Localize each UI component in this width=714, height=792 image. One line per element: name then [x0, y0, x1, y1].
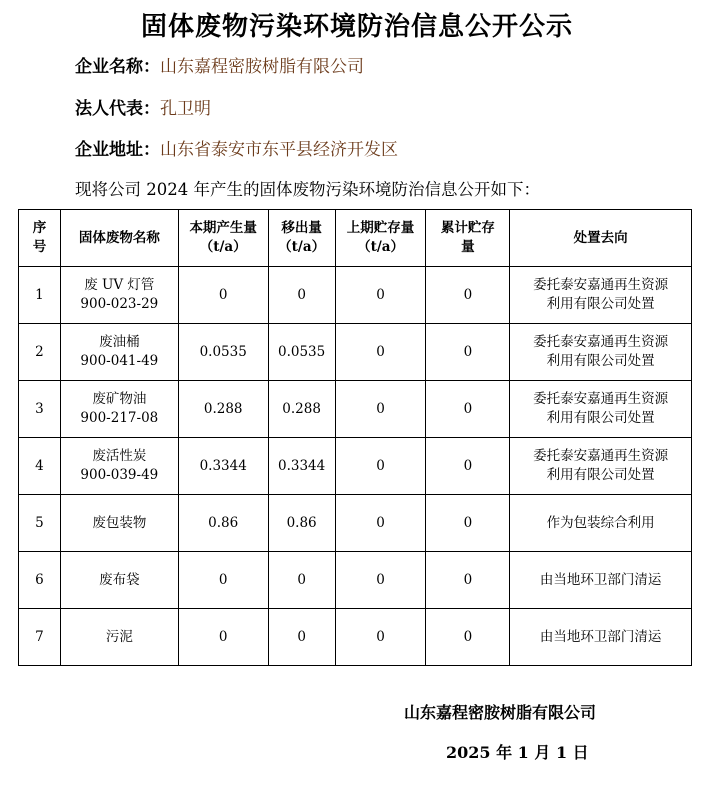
waste-name: [60, 609, 178, 666]
moved-amount-text: 0.288: [282, 400, 321, 417]
column-header: [335, 210, 426, 267]
row-number-text: 1: [35, 286, 44, 303]
column-header: [268, 210, 335, 267]
header-line: 累计贮存: [440, 220, 495, 236]
company-name-label: 企业名称：: [75, 57, 160, 77]
row-number: [19, 552, 61, 609]
waste-code: 900-023-29: [80, 296, 159, 312]
prev-storage-text: 0: [376, 457, 385, 474]
disposal-text: 利用有限公司处置: [546, 410, 655, 426]
moved-amount-text: 0: [297, 571, 306, 588]
prev-storage-text: 0: [376, 286, 385, 303]
disposal: [510, 495, 692, 552]
row-number-text: 5: [35, 514, 44, 531]
header-line: 上期贮存量: [346, 220, 415, 236]
column-header: [426, 210, 510, 267]
row-number: [19, 438, 61, 495]
waste-name: [60, 438, 178, 495]
total-storage-text: 0: [463, 514, 473, 531]
waste-name: [60, 381, 178, 438]
prev-storage: [335, 495, 426, 552]
waste-name-text: 废 UV 灯管: [84, 277, 155, 293]
intro-text: 现将公司 2024 年产生的固体废物污染环境防治信息公开如下：: [75, 180, 540, 199]
moved-amount: [268, 381, 335, 438]
moved-amount-text: 0: [297, 628, 306, 645]
waste-name: [60, 267, 178, 324]
header-line: （t/a）: [278, 239, 326, 255]
waste-name: [60, 495, 178, 552]
disposal: [510, 552, 692, 609]
produced-amount: [178, 267, 268, 324]
moved-amount: [268, 267, 335, 324]
disposal-text: 作为包装综合利用: [546, 514, 655, 531]
table-row: [19, 552, 692, 609]
total-storage: [426, 438, 510, 495]
disposal-text: 利用有限公司处置: [546, 296, 655, 312]
prev-storage: [335, 438, 426, 495]
disposal: [510, 267, 692, 324]
waste-name-text: 污泥: [105, 628, 133, 645]
address: 山东省泰安市东平县经济开发区: [160, 140, 398, 160]
column-header: [510, 210, 692, 267]
prev-storage: [335, 267, 426, 324]
row-number-text: 4: [35, 457, 44, 474]
header-line: 序: [32, 220, 47, 236]
produced-amount-text: 0: [218, 628, 228, 645]
produced-amount-text: 0.3344: [199, 457, 247, 474]
company-name: 山东嘉程密胺树脂有限公司: [160, 57, 364, 77]
waste-name-text: 废矿物油: [92, 391, 147, 407]
produced-amount: [178, 324, 268, 381]
produced-amount: [178, 609, 268, 666]
table-header-row: [19, 210, 692, 267]
produced-amount: [178, 438, 268, 495]
column-header: [19, 210, 61, 267]
produced-amount-text: 0.288: [203, 400, 243, 417]
moved-amount-text: 0: [297, 286, 306, 303]
total-storage-text: 0: [463, 286, 473, 303]
header-line: 固体废物名称: [78, 229, 160, 246]
header-line: 本期产生量: [189, 220, 257, 236]
produced-amount: [178, 381, 268, 438]
total-storage: [426, 495, 510, 552]
waste-code: 900-039-49: [80, 467, 159, 483]
disposal: [510, 324, 692, 381]
disposal: [510, 381, 692, 438]
row-number-text: 3: [35, 400, 44, 417]
prev-storage: [335, 552, 426, 609]
legal-rep: 孔卫明: [160, 99, 211, 119]
prev-storage: [335, 324, 426, 381]
table-row: [19, 609, 692, 666]
page-title: 固体废物污染环境防治信息公开公示: [140, 12, 573, 42]
produced-amount-text: 0.0535: [199, 343, 247, 360]
table-row: [19, 438, 692, 495]
moved-amount-text: 0.0535: [277, 343, 326, 360]
disposal-text: 利用有限公司处置: [546, 353, 655, 369]
header-line: （t/a）: [357, 239, 404, 255]
disposal-text: 委托泰安嘉通再生资源: [533, 391, 669, 407]
header-line: 处置去向: [573, 229, 628, 246]
total-storage-text: 0: [463, 628, 473, 645]
legal-rep-line: [75, 94, 211, 119]
waste-code: 900-217-08: [80, 410, 159, 426]
total-storage: [426, 552, 510, 609]
waste-name-text: 废油桶: [99, 334, 140, 350]
table-row: [19, 324, 692, 381]
waste-name-text: 废包装物: [92, 514, 147, 531]
disposal-text: 由当地环卫部门清运: [539, 628, 662, 645]
waste-name-text: 废布袋: [99, 571, 140, 588]
column-header: [60, 210, 178, 267]
waste-name: [60, 324, 178, 381]
prev-storage: [335, 381, 426, 438]
total-storage: [426, 324, 510, 381]
footer-company: 山东嘉程密胺树脂有限公司: [404, 703, 597, 722]
disposal: [510, 609, 692, 666]
produced-amount-text: 0: [218, 571, 228, 588]
row-number: [19, 267, 61, 324]
row-number-text: 6: [35, 571, 44, 588]
produced-amount-text: 0.86: [208, 514, 239, 531]
prev-storage-text: 0: [376, 628, 385, 645]
total-storage: [426, 381, 510, 438]
disposal-text: 委托泰安嘉通再生资源: [533, 334, 669, 350]
moved-amount-text: 0.3344: [277, 457, 326, 474]
row-number: [19, 609, 61, 666]
total-storage-text: 0: [463, 343, 473, 360]
disposal-text: 由当地环卫部门清运: [539, 571, 662, 588]
prev-storage: [335, 609, 426, 666]
prev-storage-text: 0: [376, 343, 385, 360]
disposal-text: 委托泰安嘉通再生资源: [533, 448, 669, 464]
row-number: [19, 495, 61, 552]
produced-amount-text: 0: [218, 286, 228, 303]
disposal: [510, 438, 692, 495]
waste-name-text: 废活性炭: [92, 448, 147, 464]
row-number-text: 7: [35, 628, 44, 645]
row-number: [19, 324, 61, 381]
row-number: [19, 381, 61, 438]
moved-amount-text: 0.86: [286, 514, 317, 531]
moved-amount: [268, 609, 335, 666]
footer-date: 2025 年 1 月 1 日: [446, 743, 589, 762]
prev-storage-text: 0: [376, 571, 385, 588]
header-line: 移出量: [281, 220, 322, 236]
total-storage: [426, 609, 510, 666]
row-number-text: 2: [35, 343, 44, 360]
waste-code: 900-041-49: [80, 353, 159, 369]
prev-storage-text: 0: [376, 514, 385, 531]
column-header: [178, 210, 268, 267]
address-line: [75, 135, 398, 160]
produced-amount: [178, 495, 268, 552]
moved-amount: [268, 438, 335, 495]
moved-amount: [268, 495, 335, 552]
total-storage-text: 0: [463, 571, 473, 588]
table-row: [19, 267, 692, 324]
header-line: 号: [32, 239, 47, 255]
total-storage: [426, 267, 510, 324]
prev-storage-text: 0: [376, 400, 385, 417]
legal-rep-label: 法人代表：: [75, 99, 160, 119]
total-storage-text: 0: [463, 400, 473, 417]
moved-amount: [268, 552, 335, 609]
disposal-text: 利用有限公司处置: [546, 467, 655, 483]
total-storage-text: 0: [463, 457, 473, 474]
moved-amount: [268, 324, 335, 381]
header-line: （t/a）: [199, 239, 247, 255]
waste-table: [18, 209, 692, 666]
header-line: 量: [461, 239, 475, 255]
address-label: 企业地址：: [75, 140, 160, 160]
produced-amount: [178, 552, 268, 609]
disposal-text: 委托泰安嘉通再生资源: [533, 277, 669, 293]
table-row: [19, 495, 692, 552]
company-name-line: [75, 52, 364, 77]
table-row: [19, 381, 692, 438]
waste-name: [60, 552, 178, 609]
